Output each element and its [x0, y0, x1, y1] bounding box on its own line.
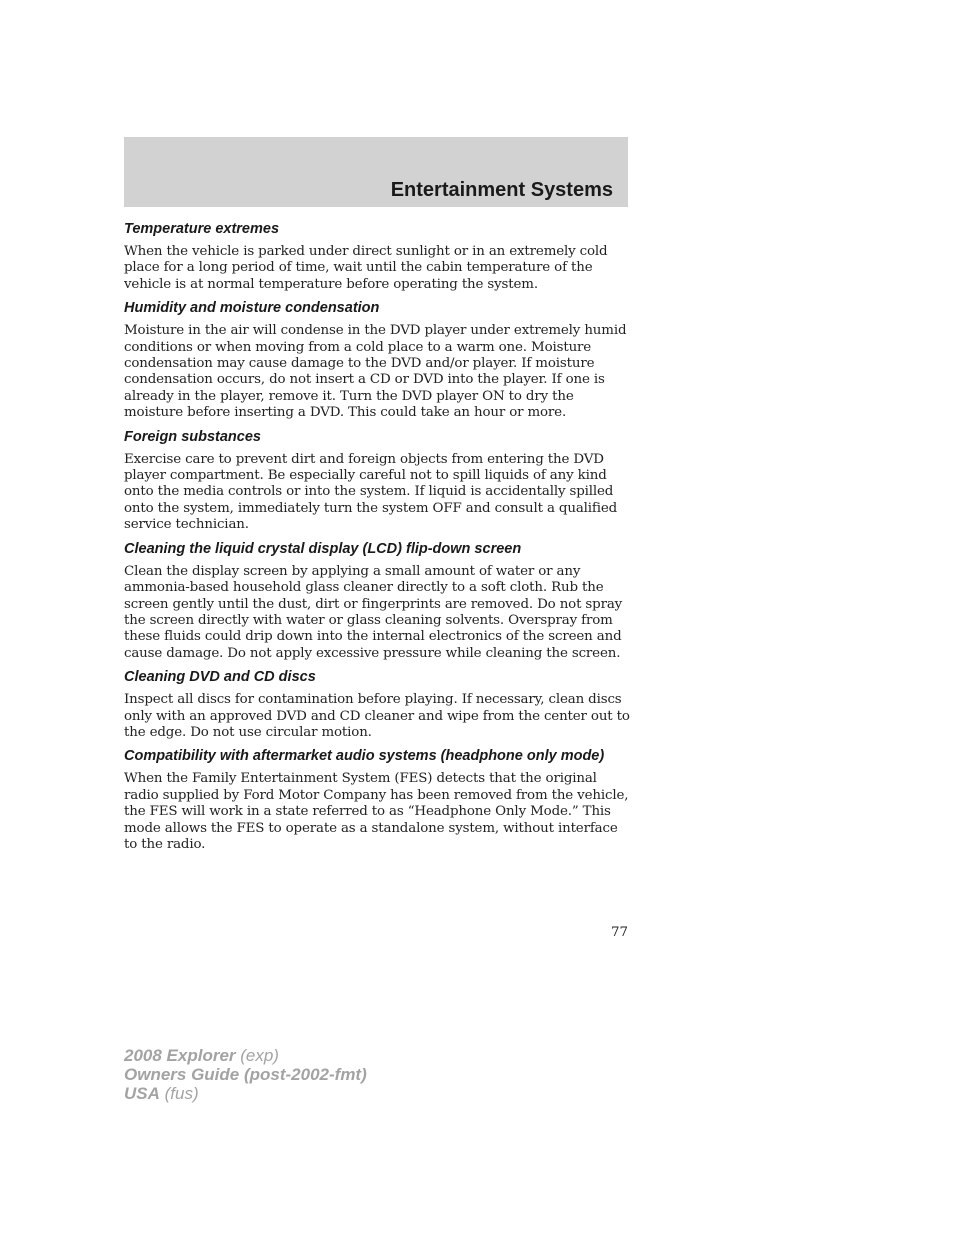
section-header-band [124, 137, 628, 207]
section-body: Exercise care to prevent dirt and foreign objects from entering the DVD player compartment. Be especially careful not to spill liquids of any kind onto the media controls or into the system. If liquid is accidentally spilled onto the system, immediately turn the system OFF and consult a qualified service technician. [124, 451, 618, 533]
section-cleaning-discs [124, 668, 630, 741]
section-heading: Humidity and moisture condensation [124, 300, 380, 317]
section-heading: Foreign substances [124, 428, 261, 445]
footer-model-code: (exp) [235, 1046, 279, 1065]
section-headphone-only-mode [124, 747, 630, 853]
footer-guide: Owners Guide (post-2002-fmt) [124, 1065, 367, 1084]
section-body: When the vehicle is parked under direct sunlight or in an extremely cold place for a long period of time, wait until the cabin temperature of the vehicle is at normal temperature before operating the system. [124, 244, 608, 292]
section-heading: Temperature extremes [124, 221, 280, 237]
page-number: 77 [610, 925, 628, 940]
page-content [124, 220, 630, 859]
footer-line-model [124, 1046, 367, 1065]
section-body: Clean the display screen by applying a small amount of water or any ammonia-based household glass cleaner directly to a soft cloth. Rub the screen gently until the dust, dirt or fingerprints are removed. Do not spray the screen directly with water or glass cleaning solvents. Overspray from these fluids could drip down into the internal electronics of the screen and cause damage. Do not apply excessive pressure while cleaning the screen. [124, 563, 623, 661]
document-footer [124, 1046, 367, 1103]
section-humidity [124, 299, 630, 421]
footer-market-code: (fus) [159, 1084, 199, 1103]
section-temperature-extremes [124, 220, 630, 293]
section-heading: Cleaning the liquid crystal display (LCD) flip-down screen [124, 540, 522, 557]
section-heading: Compatibility with aftermarket audio systems (headphone only mode) [124, 748, 605, 765]
footer-market: USA [124, 1084, 160, 1103]
footer-line-market [124, 1084, 367, 1103]
chapter-title: Entertainment Systems [390, 179, 613, 201]
section-heading: Cleaning DVD and CD discs [124, 669, 316, 686]
section-body: Inspect all discs for contamination before playing. If necessary, clean discs only with an approved DVD and CD cleaner and wipe from the center out to the edge. Do not use circular motion. [124, 692, 630, 740]
section-body: Moisture in the air will condense in the DVD player under extremely humid conditions or when moving from a cold place to a warm one. Moisture condensation may cause damage to the DVD and/or player. If moisture condensation occurs, do not insert a CD or DVD into the player. If one is already in the player, remove it. Turn the DVD player ON to dry the moisture before inserting a DVD. This could take an hour or more. [124, 323, 627, 421]
section-body: When the Family Entertainment System (FES) detects that the original radio supplied by Ford Motor Company has been removed from the vehicle, the FES will work in a state referred to as “Headphone Only Mode.” This mode allows the FES to operate as a standalone system, without interface to the radio. [124, 771, 629, 852]
section-foreign-substances [124, 428, 630, 534]
footer-line-guide [124, 1065, 367, 1084]
footer-model: 2008 Explorer [124, 1046, 236, 1065]
section-cleaning-lcd [124, 540, 630, 662]
